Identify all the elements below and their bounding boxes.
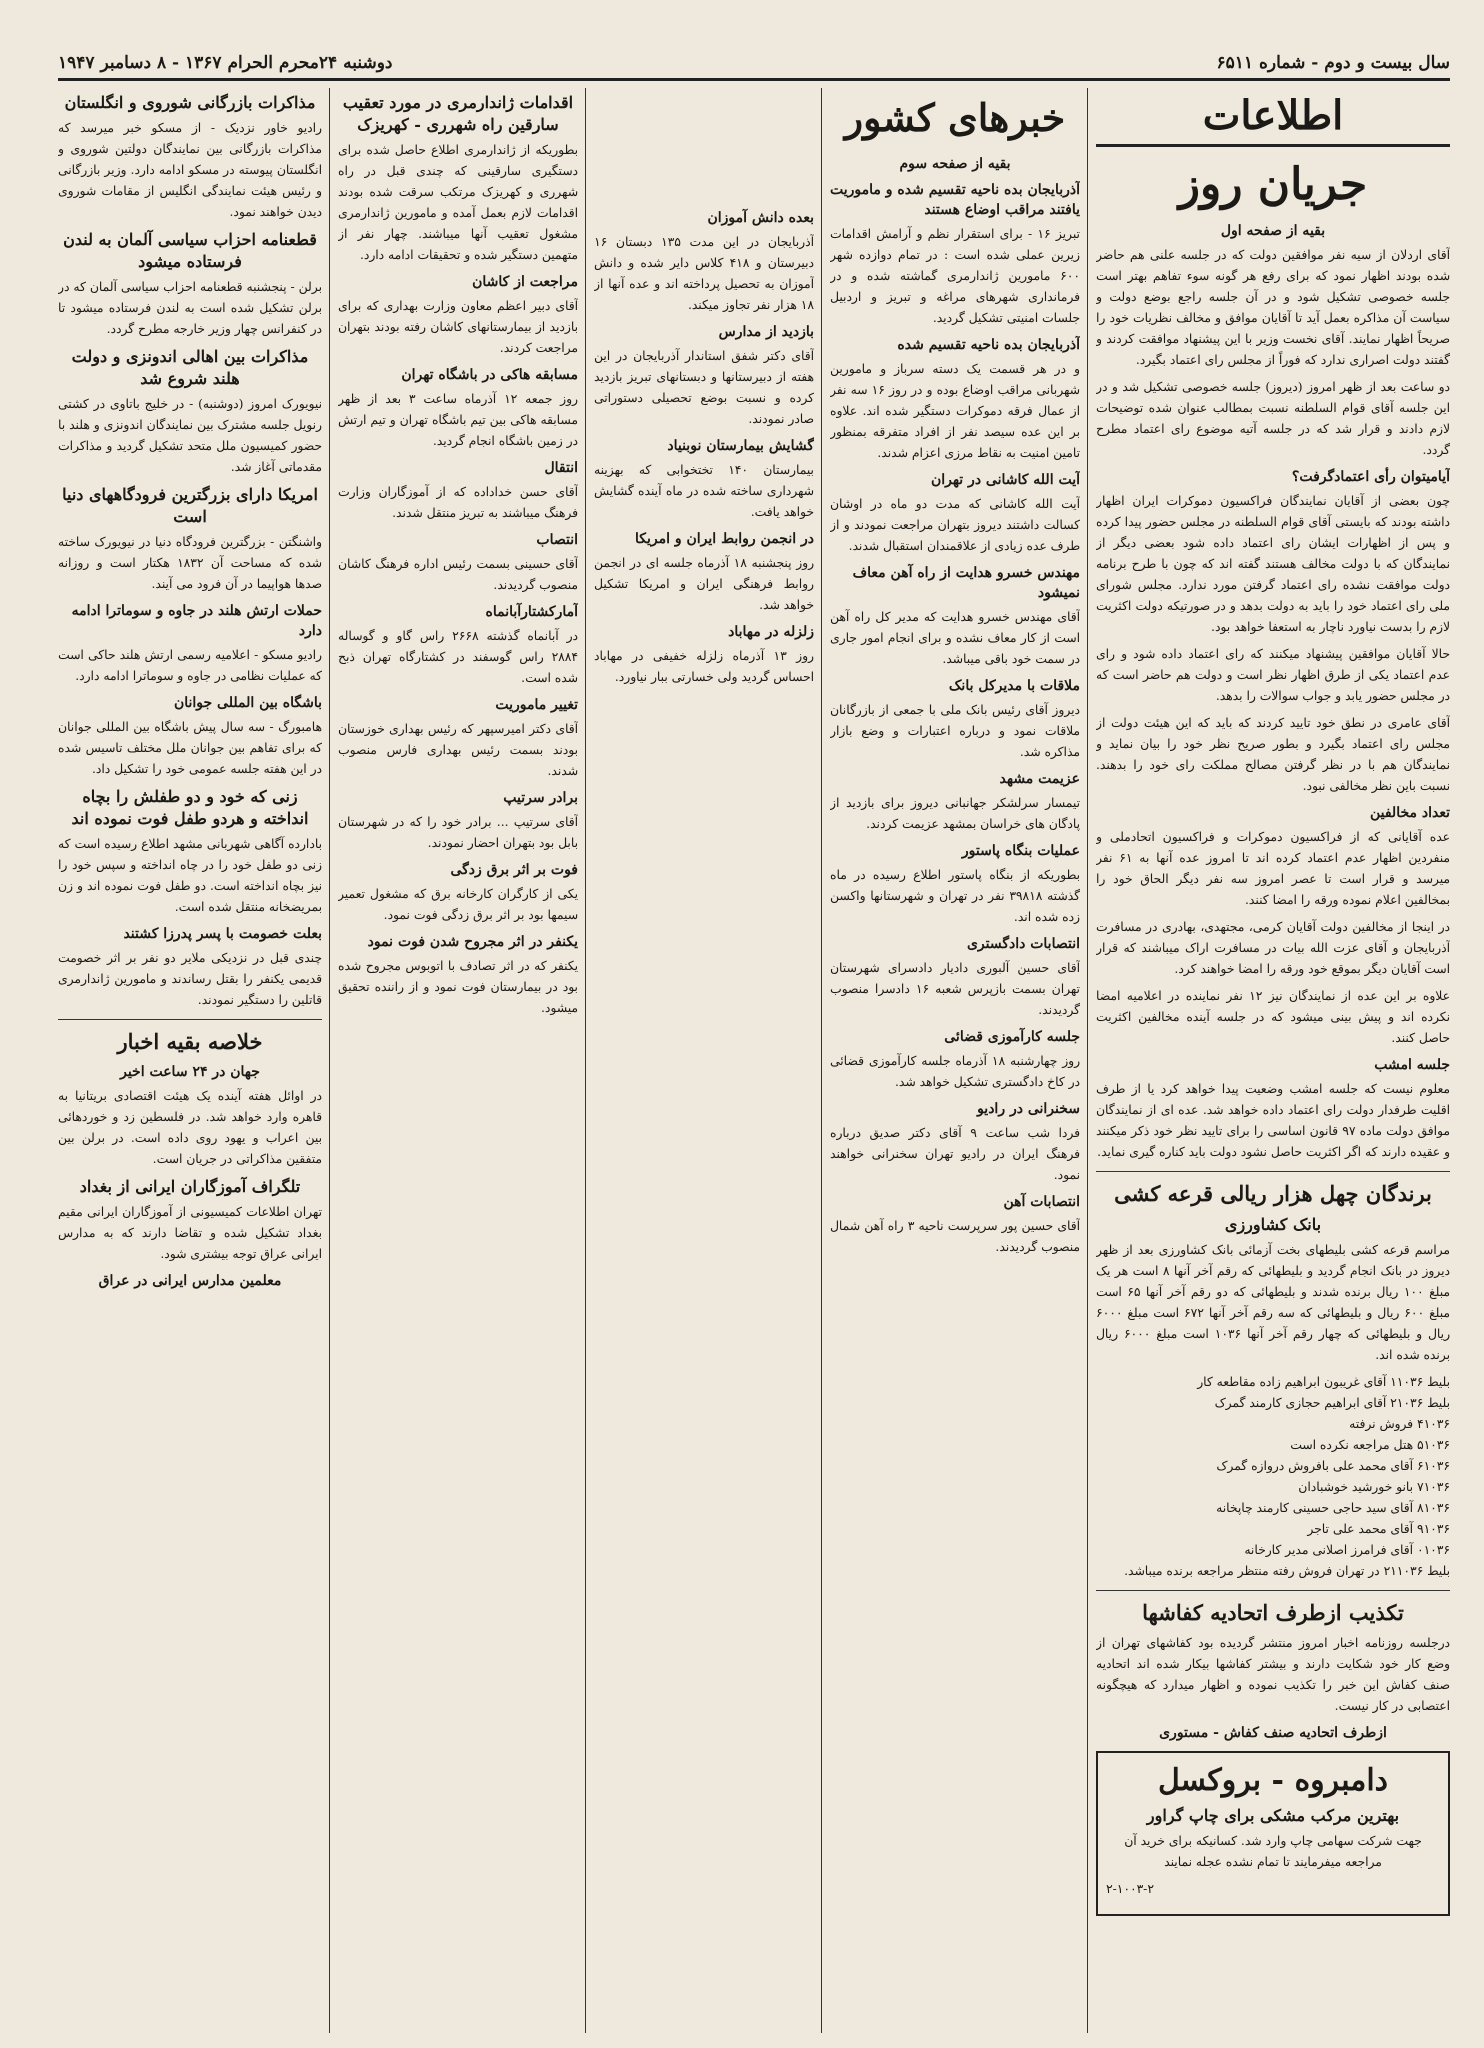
column-rule	[585, 88, 586, 2033]
subheading: ملاقات با مدیرکل بانک	[948, 678, 1080, 694]
paragraph: تیمسار سرلشکر جهانبانی دیروز برای بازدید از پادگان های خراسان بمشهد عزیمت کردند.	[830, 796, 1080, 831]
subheading: آیامیتوان رأی اعتمادگرفت؟	[1291, 469, 1450, 485]
column-news-country	[830, 88, 1080, 2033]
column-rule	[821, 88, 822, 2033]
column-local-news	[338, 88, 578, 2033]
subheading: انتصابات آهن	[1003, 1194, 1080, 1210]
paragraph: فردا شب ساعت ۹ آقای دکتر صدیق درباره فرهنگ ایران در رادیو تهران سخنرانی خواهند نمود.	[830, 1126, 1080, 1182]
subheading: بعده دانش آموزان	[707, 210, 814, 226]
list-item: ۰۱۰۳۶ آقای فرامرز اصلانی مدیر کارخانه	[1244, 1543, 1450, 1557]
list-item: بلیط ۲۱۰۳۶ آقای ابراهیم حجازی کارمند گمرک	[1214, 1396, 1450, 1410]
subheading: آذربایجان بده ناحیه تقسیم شده و ماموریت یافتند مراقب اوضاع هستند	[830, 182, 1080, 218]
subheading: انتصاب	[536, 532, 578, 548]
paragraph: تبریز ۱۶ - برای استقرار نظم و آرامش اقدامات زیرین عملی شده است : در تمام دوازده شهر ۶۰۰ مامورین ژاندارمری گماشته شده و در فرمانداری شهرهای مراغه و تبریز و اردبیل جلسات امنیتی تشکیل گردید.	[830, 227, 1080, 325]
paragraph: آقای حسین پور سرپرست ناحیه ۳ راه آهن شمال منصوب گردیدند.	[830, 1219, 1080, 1254]
paragraph: آقای دبیر اعظم معاون وزارت بهداری که برای بازدید از بیمارستانهای کاشان رفته بودند بتهران مراجعت کردند.	[338, 299, 578, 355]
list-item: ۹۱۰۳۶ آقای محمد علی تاجر	[1307, 1522, 1450, 1536]
paragraph: بطوریکه از بنگاه پاستور اطلاع رسیده در ماه گذشته ۳۹۸۱۸ نفر در تهران و شهرستانها واکسن زده شده اند.	[830, 868, 1080, 924]
divider	[58, 1019, 322, 1020]
paragraph: برلن - پنجشنبه قطعنامه احزاب سیاسی آلمان که در برلن تشکیل شده است به لندن فرستاده میشود تا در کنفرانس چهار وزیر خارجه مطرح گردد.	[58, 280, 322, 336]
subheading: انتصابات دادگستری	[966, 936, 1080, 952]
subheading: گشایش بیمارستان نوبنیاد	[667, 438, 814, 454]
paragraph: آقای سرتیپ ... برادر خود را که در شهرستان بابل بود بتهران احضار نمودند.	[338, 815, 578, 850]
paragraph: آقای حسین آلبوری دادیار دادسرای شهرستان تهران بسمت بازپرس شعبه ۱۶ دادسرا منصوب گردیدند.	[830, 961, 1080, 1017]
subheading: زلزله در مهاباد	[728, 624, 814, 640]
paragraph: دو ساعت بعد از ظهر امروز (دیروز) جلسه خصوصی تشکیل شد و در این جلسه آقای قوام السلطنه نسبت بمطالب عنوان شده توضیحات لازم دادند و قرار شد که در جلسه آتیه موضوع رای اعتماد مطرح گردد.	[1096, 380, 1450, 457]
paragraph: بادارده آگاهی شهربانی مشهد اطلاع رسیده است که زنی دو طفل خود را در چاه انداخته و سپس خود را نیز بچاه انداخته است. دو طفل فوت نموده اند و زن بمریضخانه منتقل شده است.	[58, 837, 322, 914]
paragraph: آقای اردلان از سیه نفر موافقین دولت که در جلسه علنی هم حاضر شده بودند اظهار نمود که برای رفع هر گونه سوء تفاهم بهتر است جلسه خصوصی تشکیل شود و در آن جلسه راجع بوضع دولت و سیاست آن مذاکره بعمل آید تا آقایان موافق و مخالف نظریات خود را صریحاً اظهار نمایند. آقای نخست وزیر با این پیشنهاد موافقت کردند و گفتند دولت اصراری ندارد که فوراً از مجلس رای اعتماد بگیرد.	[1096, 248, 1450, 367]
paragraph: بطوریکه از ژاندارمری اطلاع حاصل شده برای دستگیری سارقینی که چندی قبل در راه شهرری و کهریزک مرتکب سرقت شده بودند اقدامات لازم بعمل آمده و مامورین ژاندارمری مشغول تعقیب آنها میباشند. چهار نفر از متهمین دستگیر شده و تحقیقات ادامه دارد.	[338, 143, 578, 262]
list-item: ۵۱۰۳۶ هتل مراجعه نکرده است	[1290, 1438, 1450, 1452]
paragraph: چندی قبل در نزدیکی ملایر دو نفر بر اثر خصومت قدیمی یکنفر را بقتل رساندند و مامورین ژاندارمری قاتلین را دستگیر نمودند.	[58, 951, 322, 1007]
subheading: عملیات بنگاه پاستور	[961, 843, 1080, 859]
ad-title: دامبروه - بروکسل	[1157, 1763, 1389, 1798]
paragraph: درجلسه روزنامه اخبار امروز منتشر گردیده بود کفاشهای تهران از وضع کار خود شکایت دارند و بیشتر کفاشها بیکار شده اند اتحادیه صنف کفاش این خبر را تکذیب نموده و اظهار میدارد که هیچگونه اعتصابی در کار نیست.	[1096, 1636, 1450, 1713]
paragraph: نیویورک امروز (دوشنبه) - در خلیج باتاوی در کشتی رنویل جلسه مشترک بین نمایندگان اندونزی و هلند با حضور کمیسیون ملل متحد تشکیل گردید و مذاکرات مقدماتی آغاز شد.	[58, 397, 322, 474]
subheading: جهان در ۲۴ ساعت اخیر	[120, 1064, 260, 1080]
subheading: سخنرانی در رادیو	[977, 1101, 1080, 1117]
headline: اقدامات ژاندارمری در مورد تعقیب سارقین راه شهرری - کهریزک	[342, 93, 574, 134]
paragraph: بلیط ۲۱۱۰۳۶ در تهران فروش رفته منتظر مراجعه برنده میباشد.	[1124, 1564, 1450, 1578]
paragraph: یکنفر که در اثر تصادف با اتوبوس مجروح شده بود در بیمارستان فوت نمود و از راننده تحقیق میشود.	[338, 959, 578, 1015]
subheading: برادر سرتیپ	[503, 790, 578, 806]
ad-subtitle: بهترین مرکب مشکی برای چاپ گراور	[1146, 1806, 1400, 1825]
subheading: جلسه امشب	[1374, 1057, 1450, 1073]
denial-signature: ازطرف اتحادیه صنف کفاش - مستوری	[1159, 1725, 1387, 1741]
paragraph: عده آقایانی که از فراکسیون دموکرات و فراکسیون اتحادملی و منفردین اظهار عدم اعتماد کرده اند تا امروز عده آنها به ۶۱ نفر میرسد و قرار است تا عصر امروز سه نفر دیگر الحاق خود را بمخالفین اعلام نموده ورقه را امضا کنند.	[1096, 830, 1450, 907]
paragraph: روز چهارشنبه ۱۸ آذرماه جلسه کارآموزی قضائی در کاخ دادگستری تشکیل خواهد شد.	[830, 1054, 1080, 1089]
paragraph: رادیو خاور نزدیک - از مسکو خبر میرسد که مذاکرات بازرگانی بین نمایندگان دولتین شوروی و انگلستان پیوسته در مسکو ادامه دارد. وزیر بازرگانی و رئیس هیئت نمایندگی انگلیس از مقامات شوروی دیدن خواهند نمود.	[58, 121, 322, 219]
paragraph: در آبانماه گذشته ۲۶۶۸ راس گاو و گوساله ۲۸۸۴ راس گوسفند در کشتارگاه تهران ذبح شده است.	[338, 629, 578, 685]
subheading: بازدید از مدارس	[718, 324, 814, 340]
subheading: باشگاه بین المللی جوانان	[173, 695, 322, 711]
issue-date: دوشنبه ۲۴محرم الحرام ۱۳۶۷ - ۸ دسامبر ۱۹۴۷	[58, 53, 393, 73]
paragraph: حالا آقایان موافقین پیشنهاد میکنند که رای اعتماد داده شود و رای عدم اعتماد یکی از طرق اظهار نظر است و دولت هم حاضر است که در مجلس حضور یابد و جواب سوالات را بدهد.	[1096, 647, 1450, 703]
subheading: انتقال	[544, 460, 578, 476]
paragraph: دیروز آقای رئیس بانک ملی با جمعی از بازرگانان ملاقات نمود و درباره اعتبارات و وضع بازار مذاکره شد.	[830, 703, 1080, 759]
continued-note: بقیه از صفحه سوم	[899, 156, 1011, 172]
newspaper-page	[58, 48, 1450, 2033]
ad-code: ۲-۱۰۰۳-۲	[1106, 1882, 1154, 1896]
subheading: تعداد مخالفین	[1369, 805, 1450, 821]
paragraph: بیمارستان ۱۴۰ تختخوابی که بهزینه شهرداری ساخته شده در ماه آینده گشایش خواهد یافت.	[594, 463, 814, 519]
subheading: حملات ارتش هلند در جاوه و سوماترا ادامه دارد	[71, 603, 322, 639]
page-header	[58, 48, 1450, 81]
paragraph: رادیو مسکو - اعلامیه رسمی ارتش هلند حاکی است که عملیات نظامی در جاوه و سوماترا ادامه دارد.	[58, 648, 322, 683]
paragraph: در اوائل هفته آینده یک هیئت اقتصادی بریتانیا به قاهره وارد خواهد شد. در فلسطین زد و خوردهائی بین اعراب و یهود روی داده است. در برلن بین متفقین مذاکراتی در جریان است.	[58, 1089, 322, 1166]
column-rule	[329, 88, 330, 2033]
paragraph: آقای دکتر شفق استاندار آذربایجان در این هفته از دبیرستانها و دبستانهای تبریز بازدید کرده و نسبت بوضع تحصیلی دستوراتی صادر نمودند.	[594, 349, 814, 426]
lottery-title: برندگان چهل هزار ریالی قرعه کشی	[1114, 1181, 1432, 1206]
issue-number: سال بیست و دوم - شماره ۶۵۱۱	[1216, 53, 1450, 73]
paragraph: مراسم قرعه کشی بلیطهای بخت آزمائی بانک کشاورزی بعد از ظهر دیروز در بانک انجام گردید و بلیطهائی که رقم آخر آنها ۸ است هر یک مبلغ ۱۰۰ ریال برنده شدند و بلیطهائی که دو رقم آخر آنها ۶۵ است مبلغ ۶۰۰ ریال و بلیطهائی که سه رقم آخر آنها ۶۷۲ است مبلغ ۶۰۰۰ ریال و بلیطهائی که چهار رقم آخر آنها ۱۰۳۶ است مبلغ ۶۰۰۰ ریال برنده شده اند.	[1096, 1243, 1450, 1362]
paragraph: یکی از کارگران کارخانه برق که مشغول تعمیر سیمها بود بر اثر برق زدگی فوت نمود.	[338, 887, 578, 922]
subheading: در انجمن روابط ایران و امریکا	[635, 531, 814, 547]
column-right	[1096, 88, 1450, 2033]
headline: مذاکرات بازرگانی شوروی و انگلستان	[64, 93, 316, 112]
divider	[1096, 1171, 1450, 1172]
paragraph: آقای حسن خداداده که از آموزگاران وزارت فرهنگ میباشند به تبریز منتقل شدند.	[338, 485, 578, 520]
subheading: آمارکشتارآبانماه	[485, 604, 578, 620]
lottery-list	[1096, 1372, 1450, 1561]
headline: امریکا دارای بزرگترین فرودگاههای دنیا است	[62, 485, 318, 526]
list-item: ۴۱۰۳۶ فروش نرفته	[1349, 1417, 1450, 1431]
subheading: تغییر ماموریت	[495, 697, 578, 713]
subheading: یکنفر در اثر مجروح شدن فوت نمود	[367, 934, 578, 950]
list-item: ۶۱۰۳۶ آقای محمد علی بافروش دروازه گمرک	[1216, 1459, 1450, 1473]
subheading: آیت الله کاشانی در تهران	[930, 472, 1080, 488]
list-item: ۷۱۰۳۶ بانو خورشید خوشبادان	[1298, 1480, 1450, 1494]
paragraph: تهران اطلاعات کمیسیونی از آموزگاران ایرانی مقیم بغداد تشکیل شده و تقاضا دارند که به مدارس ایرانی عراق توجه بیشتری شود.	[58, 1205, 322, 1261]
subheading: فوت بر اثر برق زدگی	[450, 862, 578, 878]
section-title-khabarha: خبرهای کشور	[844, 95, 1066, 140]
list-item: بلیط ۱۱۰۳۶ آقای غریبون ابراهیم زاده مقاطعه کار	[1197, 1375, 1450, 1389]
paragraph: روز ۱۳ آذرماه زلزله خفیفی در مهاباد احساس گردید ولی خسارتی ببار نیاورد.	[594, 649, 814, 684]
subheading: عزیمت مشهد	[999, 771, 1080, 787]
headline: مذاکرات بین اهالی اندونزی و دولت هلند شروع شد	[71, 347, 309, 388]
ad-text: جهت شرکت سهامی چاپ وارد شد. کسانیکه برای خرید آن مراجعه میفرمایند تا تمام نشده عجله نمایند	[1124, 1834, 1422, 1869]
headline: خلاصه بقیه اخبار	[117, 1029, 263, 1054]
subheading: جلسه کارآموزی قضائی	[944, 1029, 1080, 1045]
section-title-jaryan-rooz: جریان روز	[1178, 159, 1368, 210]
paragraph: آقای حسینی بسمت رئیس اداره فرهنگ کاشان منصوب گردیدند.	[338, 557, 578, 592]
paragraph: علاوه بر این عده از نمایندگان نیز ۱۲ نفر نماینده در اعلامیه امضا نکرده اند و پیش بینی میشود که در جلسه آینده مخالفین اکثریت حاصل کنند.	[1096, 989, 1450, 1045]
paragraph: واشنگتن - بزرگترین فرودگاه دنیا در نیویورک ساخته شده که مساحت آن ۱۸۳۲ هکتار است و روزانه صدها هواپیما در آن فرود می آیند.	[58, 535, 322, 591]
column-rule	[1087, 88, 1088, 2033]
signature: معلمین مدارس ایرانی در عراق	[98, 1273, 282, 1289]
denial-title: تکذیب ازطرف اتحادیه کفاشها	[1142, 1600, 1404, 1625]
paragraph: و در هر قسمت یک دسته سرباز و مامورین شهربانی مراقب اوضاع بوده و در روز ۱۶ سه نفر از عمال فرقه دموکرات دستگیر شده اند. علاوه بر این عده سیصد نفر از افراد متفرقه بمنظور تامین امنیت به نقاط مرزی اعزام شدند.	[830, 362, 1080, 460]
headline: زنی که خود و دو طفلش را بچاه انداخته و هردو طفل فوت نموده اند	[71, 787, 309, 828]
paragraph: آقای عامری در نطق خود تایید کردند که باید که این هیئت دولت از مجلس رای اعتماد بگیرد و بطور صریح نظر خود را بیان نماید و نمایندگان هم با در نظر گرفتن مصالح مملکت رای خود را بدهند. نسبت باین نظر مخالفی نبود.	[1096, 716, 1450, 793]
lottery-subtitle: بانک کشاورزی	[1224, 1215, 1322, 1234]
continued-note: بقیه از صفحه اول	[1220, 223, 1326, 239]
subheading: بعلت خصومت با پسر پدرزا کشتند	[123, 926, 322, 942]
list-item: ۸۱۰۳۶ آقای سید حاجی حسینی کارمند چاپخانه	[1216, 1501, 1450, 1515]
subheading: آذربایجان بده ناحیه تقسیم شده	[897, 337, 1080, 353]
column-center	[594, 88, 814, 2033]
subheading: مسابقه هاکی در باشگاه تهران	[401, 367, 578, 383]
paragraph: روز جمعه ۱۲ آذرماه ساعت ۳ بعد از ظهر مسابقه هاکی بین تیم باشگاه تهران و تیم ارتش در زمین باشگاه انجام گردید.	[338, 392, 578, 448]
paragraph: روز پنجشنبه ۱۸ آذرماه جلسه ای در انجمن روابط فرهنگی ایران و امریکا تشکیل خواهد شد.	[594, 556, 814, 612]
paragraph: آقای مهندس خسرو هدایت که مدیر کل راه آهن است از کار معاف نشده و برای انجام امور جاری در سمت خود باقی میباشد.	[830, 610, 1080, 666]
paragraph: در اینجا از مخالفین دولت آقایان کرمی، مجتهدی، بهادری در مسافرت آذربایجان و آقای عزت الله بیات در مسافرت اراک میباشند که قرار است آقایان دیگر بموقع خود ورقه را امضا خواهند کرد.	[1096, 920, 1450, 976]
advertisement	[1096, 1751, 1450, 1916]
headline: تلگراف آموزگاران ایرانی از بغداد	[79, 1177, 301, 1196]
subheading: مراجعت از کاشان	[472, 274, 578, 290]
paragraph: آقای دکتر امیرسپهر که رئیس بهداری خوزستان بودند بسمت رئیس بهداری فارس منصوب شدند.	[338, 722, 578, 778]
subheading: مهندس خسرو هدایت از راه آهن معاف نمیشود	[852, 565, 1080, 601]
column-foreign-news	[58, 88, 322, 2033]
paragraph: چون بعضی از آقایان نمایندگان فراکسیون دموکرات ایران اظهار داشته بودند که بایستی آقای قوام السلطنه در مجلس حضور پیدا کرده و پس از اظهارات ایشان رای اعتماد داده شود بعضی دیگر از نمایندگان که با دولت مخالف هستند گفته اند که چون با طرح برنامه دولت موافقت نشده رای اعتماد گرفتن مورد ندارد. مجلس شورای ملی رای اعتماد خود را باید به دولت بدهد و در صورتیکه دولت اکثریت لازم را بدست نیاورد ناچار به استعفا خواهد بود.	[1096, 494, 1450, 634]
paragraph: آیت الله کاشانی که مدت دو ماه در اوشان کسالت داشتند دیروز بتهران مراجعت نمودند و از طرف عده زیادی از علاقمندان استقبال شدند.	[830, 497, 1080, 553]
paragraph: آذربایجان در این مدت ۱۳۵ دبستان ۱۶ دبیرستان و ۴۱۸ کلاس دایر شده و دانش آموزان به تحصیل پرداخته اند و عده آنها از ۱۸ هزار نفر تجاوز میکند.	[594, 235, 814, 312]
masthead: اطلاعات	[1096, 88, 1450, 147]
headline: قطعنامه احزاب سیاسی آلمان به لندن فرستاده میشود	[63, 230, 317, 271]
divider	[1096, 1590, 1450, 1591]
paragraph: معلوم نیست که جلسه امشب وضعیت پیدا خواهد کرد یا از طرف اقلیت طرفدار دولت رای اعتماد داده خواهد شد. عده ای از نمایندگان موافق دولت ماده ۹۷ قانون اساسی را برای تایید نظر خود ذکر میکنند و عقیده دارند که اگر اکثریت حاصل نشود دولت باید کناره گیری نماید.	[1096, 1082, 1450, 1159]
paragraph: هامبورگ - سه سال پیش باشگاه بین المللی جوانان که برای تفاهم بین جوانان ملل مختلف تاسیس شده در این هفته جلسه عمومی خود را تشکیل داد.	[58, 720, 322, 776]
